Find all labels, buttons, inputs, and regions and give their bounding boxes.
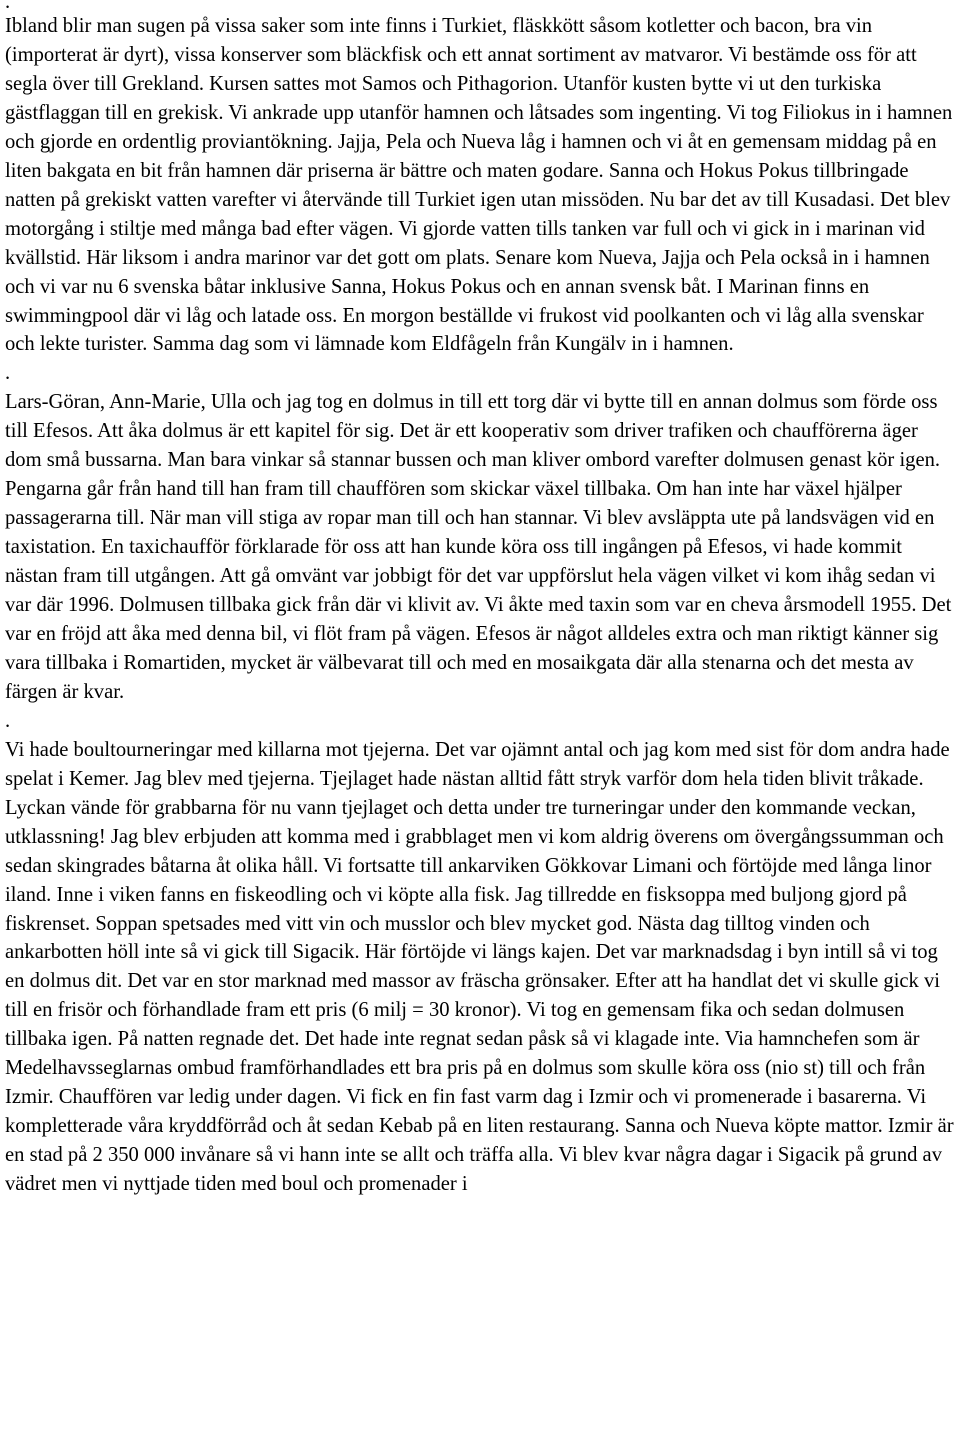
paragraph-separator: .: [5, 362, 11, 385]
document-page: [5, 0, 955, 1199]
paragraph-boul-sigacik-izmir: Vi hade boultourneringar med killarna mot tjejerna. Det var ojämnt antal och jag kom med sist för dom andra hade spelat i Kemer. Jag blev med tjejerna. Tjejlaget hade nästan alltid fått stryk varför dom hela tiden blivit tråkade. Lyckan vände för grabbarna för nu vann tjejlaget och detta under tre turneringar under den kommande veckan, utklassning! Jag blev erbjuden att komma med i grabblaget men vi kom aldrig överens om övergångssumman och sedan skingrades båtarna åt olika håll. Vi fortsatte till ankarviken Gökkovar Limani och förtöjde med långa linor iland. Inne i viken fanns en fiskeodling och vi köpte alla fisk. Jag tillredde en fisksoppa med buljong gjord på fiskrenset. Soppan spetsades med vitt vin och musslor och blev mycket god. Nästa dag tilltog vinden och ankarbotten höll inte så vi gick till Sigacik. Här förtöjde vi längs kajen. Det var marknadsdag i byn intill så vi tog en dolmus dit. Det var en stor marknad med massor av fräscha grönsaker. Efter att ha handlat det vi skulle gick vi till en frisör och förhandlade fram ett pris (6 milj = 30 kronor). Vi tog en gemensam fika och sedan dolmusen tillbaka igen. På natten regnade det. Det hade inte regnat sedan påsk så vi klagade inte. Via hamnchefen som är Medelhavsseglarnas ombud framförhandlades ett bra pris på en dolmus som skulle köra oss (nio st) till och från Izmir. Chauffören var ledig under dagen. Vi fick en fin fast varm dag i Izmir och vi promenerade i basarerna. Vi kompletterade våra kryddförråd och åt sedan Kebab på en liten restaurang. Sanna och Nueva köpte mattor. Izmir är en stad på 2 350 000 invånare så vi hann inte se allt och träffa alla. Vi blev kvar några dagar i Sigacik på grund av vädret men vi nyttjade tiden med boul och promenader i: [5, 738, 954, 1196]
paragraph-samos-kusadasi: Ibland blir man sugen på vissa saker som inte finns i Turkiet, fläskkött såsom kotletter och bacon, bra vin (importerat är dyrt), vissa konserver som bläckfisk och ett annat sortiment av matvaror. Vi bestämde oss för att segla över till Grekland. Kursen sattes mot Samos och Pithagorion. Utanför kusten bytte vi ut den turkiska gästflaggan till en grekisk. Vi ankrade upp utanför hamnen och låtsades som ingenting. Vi tog Filiokus in i hamnen och gjorde en ordentlig proviantökning. Jajja, Pela och Nueva låg i hamnen och vi åt en gemensam middag på en liten bakgata en bit från hamnen där priserna är bättre och maten godare. Sanna och Hokus Pokus tillbringade natten på grekiskt vatten varefter vi återvände till Turkiet igen utan missöden. Nu bar det av till Kusadasi. Det blev motorgång i stiltje med många bad efter vägen. Vi gjorde vatten tills tanken var full och vi gick in i marinan vid kvällstid. Här liksom i andra marinor var det gott om plats. Senare kom Nueva, Jajja och Pela också in i hamnen och vi var nu 6 svenska båtar inklusive Sanna, Hokus Pokus och en annan svensk båt. I Marinan finns en swimmingpool där vi låg och latade oss. En morgon beställde vi frukost vid poolkanten och vi låg alla svenskar och lekte turister. Samma dag som vi lämnade kom Eldfågeln från Kungälv in i hamnen.: [5, 15, 953, 356]
paragraph-efesos: Lars-Göran, Ann-Marie, Ulla och jag tog en dolmus in till ett torg där vi bytte till en annan dolmus som förde oss till Efesos. Att åka dolmus är ett kapitel för sig. Det är ett kooperativ som driver trafiken och chaufförerna äger dom små bussarna. Man bara vinkar så stannar bussen och man kliver ombord varefter dolmusen genast kör igen. Pengarna går från hand till han fram till chauffören som skickar växel tillbaka. Om han inte har växel hjälper passagerarna till. När man vill stiga av ropar man till och han stannar. Vi blev avsläppta ute på landsvägen vid en taxistation. En taxichaufför förklarade för oss att han kunde köra oss till ingången på Efesos, vi hade kommit nästan fram till utgången. Att gå omvänt var jobbigt för det var uppförslut hela vägen vilket vi kom ihåg sedan vi var där 1996. Dolmusen tillbaka gick från där vi klivit av. Vi åkte med taxin som var en cheva årsmodell 1955. Det var en fröjd att åka med denna bil, vi flöt fram på vägen. Efesos är något alldeles extra och man riktigt känner sig vara tillbaka i Romartiden, mycket är välbevarat till och med en mosaikgata där alla stenarna och det mesta av färgen är kvar.: [5, 391, 952, 703]
paragraph-separator: .: [5, 709, 11, 732]
page-marker: .: [5, 0, 11, 13]
